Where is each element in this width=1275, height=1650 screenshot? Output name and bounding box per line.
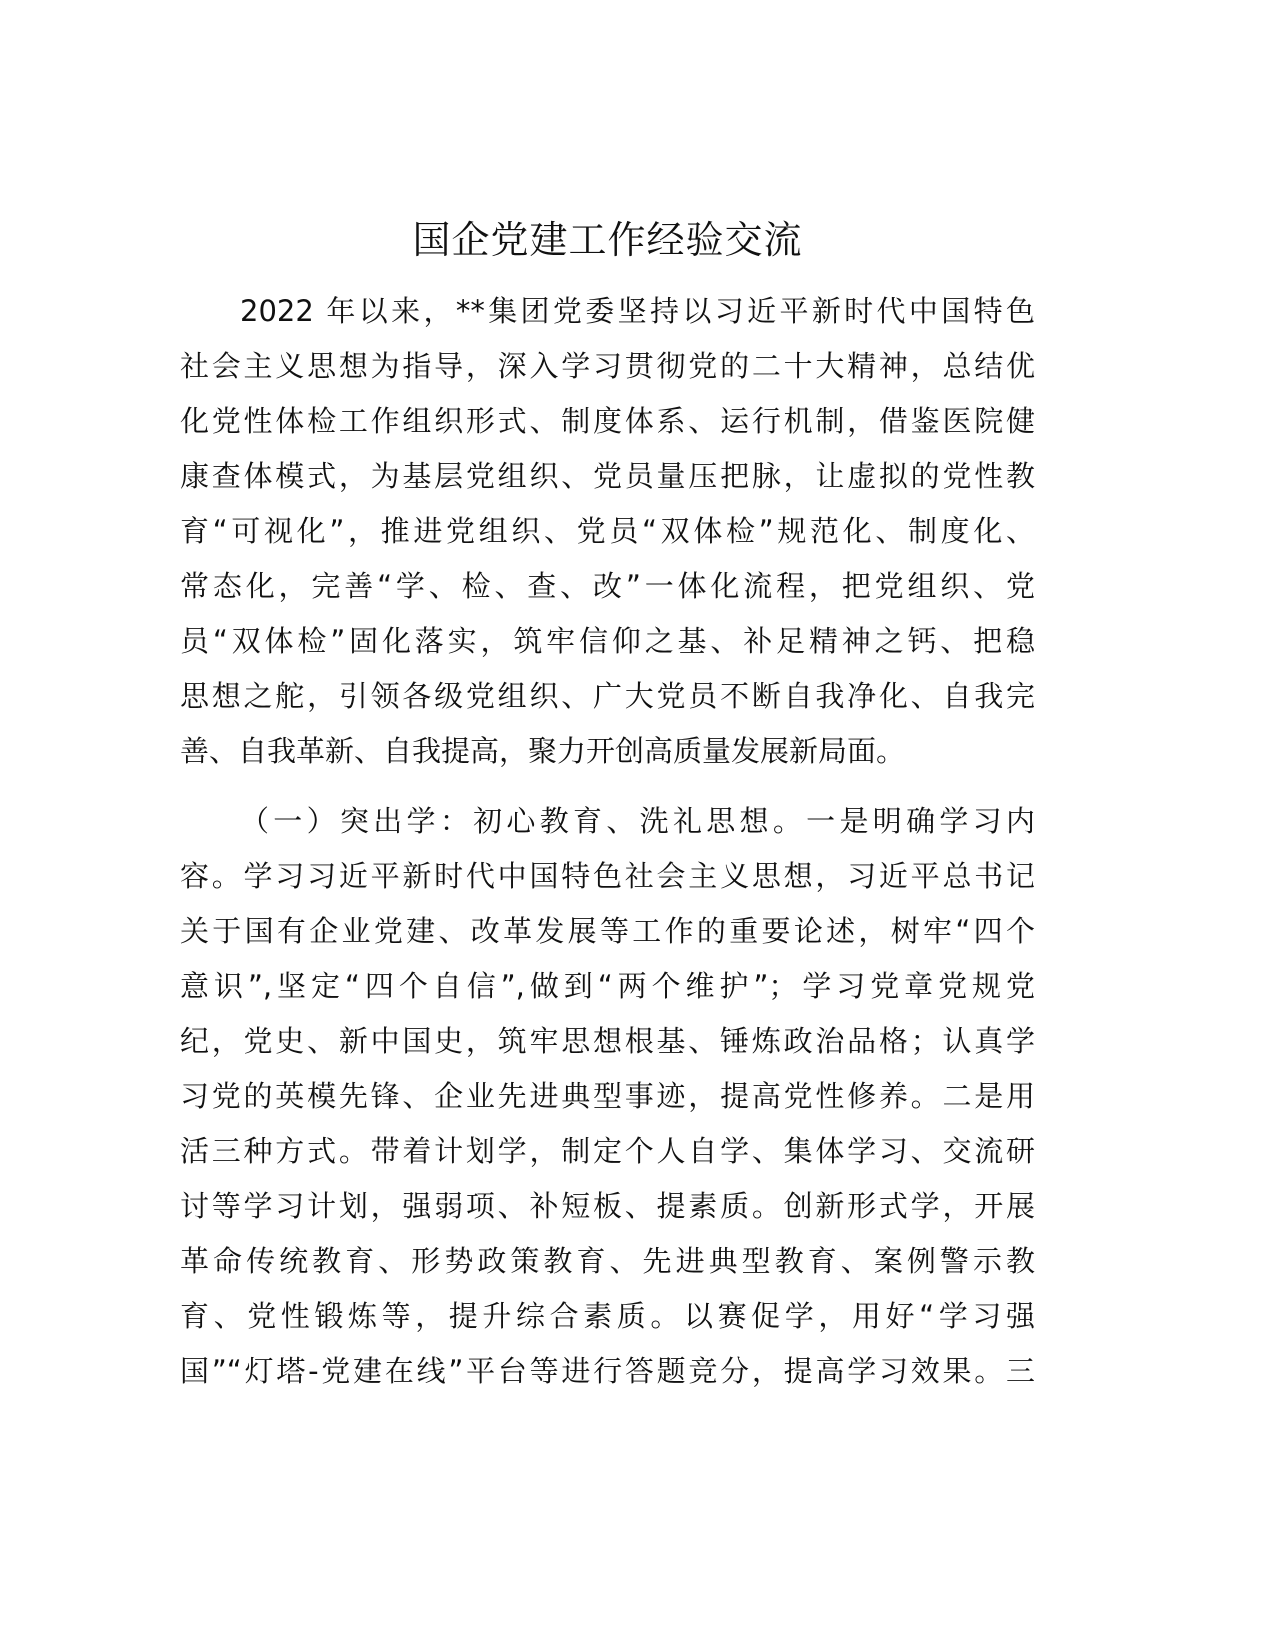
text-line: 关于国有企业党建、改革发展等工作的重要论述，树牢“四个 (180, 914, 1035, 948)
text-line: 社会主义思想为指导，深入学习贯彻党的二十大精神，总结优 (180, 349, 1035, 383)
document-title: 国企党建工作经验交流 (412, 218, 803, 262)
text-line: 国”“灯塔-党建在线”平台等进行答题竞分，提高学习效果。三 (180, 1354, 1035, 1388)
text-line: 纪，党史、新中国史，筑牢思想根基、锤炼政治品格；认真学 (180, 1024, 1035, 1058)
text-line: 善、自我革新、自我提高，聚力开创高质量发展新局面。 (180, 734, 906, 768)
text-line: 革命传统教育、形势政策教育、先进典型教育、案例警示教 (180, 1244, 1035, 1278)
text-line: 思想之舵，引领各级党组织、广大党员不断自我净化、自我完 (180, 679, 1035, 713)
text-line: 习党的英模先锋、企业先进典型事迹，提高党性修养。二是用 (180, 1079, 1035, 1113)
text-line: 2022 年以来，**集团党委坚持以习近平新时代中国特色 (240, 294, 1035, 328)
text-line: 讨等学习计划，强弱项、补短板、提素质。创新形式学，开展 (180, 1189, 1035, 1223)
text-line: 意识”,坚定“四个自信”,做到“两个维护”；学习党章党规党 (180, 969, 1035, 1003)
text-line: （一）突出学：初心教育、洗礼思想。一是明确学习内 (240, 804, 1035, 838)
text-line: 化党性体检工作组织形式、制度体系、运行机制，借鉴医院健 (180, 404, 1035, 438)
text-line: 常态化，完善“学、检、查、改”一体化流程，把党组织、党 (180, 569, 1035, 603)
text-line: 康查体模式，为基层党组织、党员量压把脉，让虚拟的党性教 (180, 459, 1035, 493)
text-line: 育“可视化”，推进党组织、党员“双体检”规范化、制度化、 (180, 514, 1035, 548)
text-line: 育、党性锻炼等，提升综合素质。以赛促学，用好“学习强 (180, 1299, 1035, 1333)
text-line: 活三种方式。带着计划学，制定个人自学、集体学习、交流研 (180, 1134, 1035, 1168)
text-line: 员“双体检”固化落实，筑牢信仰之基、补足精神之钙、把稳 (180, 624, 1035, 658)
paragraph-section-1 (180, 794, 1035, 1399)
paragraph-intro (180, 284, 1035, 779)
text-line: 容。学习习近平新时代中国特色社会主义思想，习近平总书记 (180, 859, 1035, 893)
